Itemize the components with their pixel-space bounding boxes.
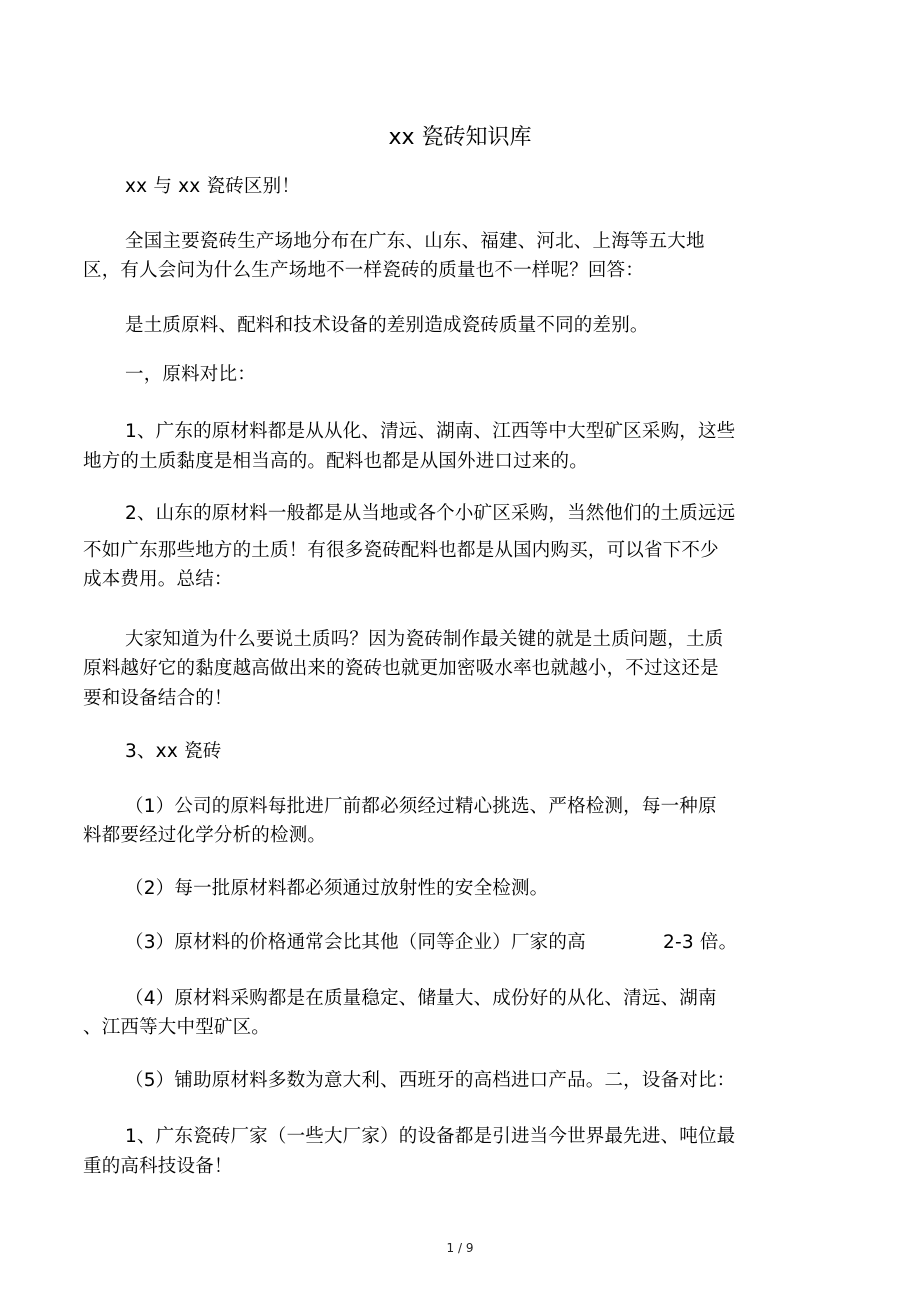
text-line: （5）铺助原材料多数为意大利、西班牙的高档进口产品。二，设备对比： (125, 1070, 736, 1091)
text-line: 、江西等大中型矿区。 (83, 1017, 271, 1038)
text-line: xx 与 xx 瓷砖区别！ (125, 176, 301, 197)
section-heading: 3、xx 瓷砖 (125, 741, 222, 762)
text-line: （4）原材料采购都是在质量稳定、储量大、成份好的从化、清远、湖南 (125, 988, 717, 1009)
page-number: 1 / 9 (446, 1241, 474, 1255)
text-line: 不如广东那些地方的土质！有很多瓷砖配料也都是从国内购买，可以省下不少 (83, 540, 719, 561)
text-line: 1、广东的原材料都是从从化、清远、湖南、江西等中大型矿区采购，这些 (125, 421, 736, 442)
text-line: （1）公司的原料每批进厂前都必须经过精心挑选、严格检测，每一种原 (125, 796, 717, 817)
text-line: 大家知道为什么要说土质吗？因为瓷砖制作最关键的就是土质问题，土质 (125, 629, 724, 650)
document-title: xx 瓷砖知识库 (388, 125, 532, 150)
text-line: 是土质原料、配料和技术设备的差别造成瓷砖质量不同的差别。 (125, 315, 649, 336)
text-line: 区，有人会问为什么生产场地不一样瓷砖的质量也不一样呢？回答： (83, 260, 645, 281)
text-line: 地方的土质黏度是相当高的。配料也都是从国外进口过来的。 (83, 451, 588, 472)
text-line: 原料越好它的黏度越高做出来的瓷砖也就更加密吸水率也就越小，不过这还是 (83, 658, 719, 679)
text-line: 要和设备结合的！ (83, 688, 233, 709)
section-heading: 一，原料对比： (125, 364, 256, 385)
text-line: 重的高科技设备！ (83, 1156, 233, 1177)
text-line: （2）每一批原材料都必须通过放射性的安全检测。 (125, 878, 549, 899)
text-line: 1、广东瓷砖厂家（一些大厂家）的设备都是引进当今世界最先进、吨位最 (125, 1126, 736, 1147)
text-line: 2、山东的原材料一般都是从当地或各个小矿区采购，当然他们的土质远远 (125, 503, 736, 524)
text-line: 成本费用。总结： (83, 569, 233, 590)
text-line: 全国主要瓷砖生产场地分布在广东、山东、福建、河北、上海等五大地 (125, 231, 705, 252)
text-line: 2-3 倍。 (663, 932, 738, 953)
text-line: （3）原材料的价格通常会比其他（同等企业）厂家的高 (125, 932, 586, 953)
text-line: 料都要经过化学分析的检测。 (83, 825, 327, 846)
